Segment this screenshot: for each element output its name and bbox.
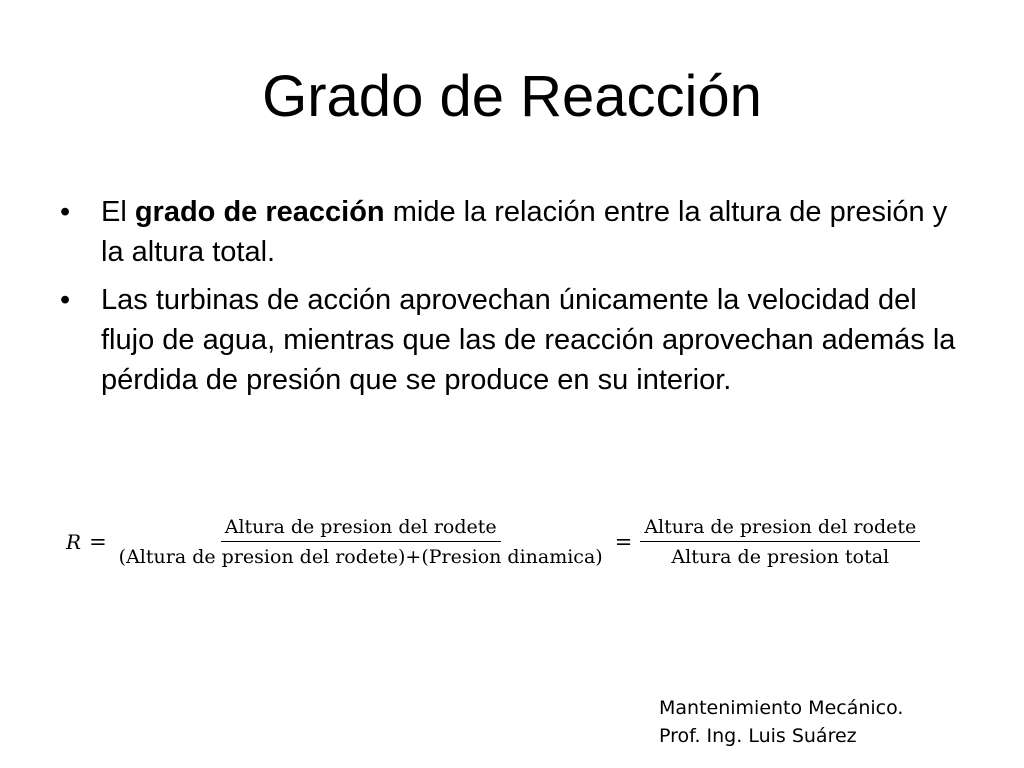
slide-footer — [659, 694, 903, 750]
bullet-text-prefix: El — [101, 196, 135, 228]
formula-lhs: R — [66, 530, 82, 554]
bullet-list — [58, 192, 968, 408]
fraction-1-numerator: Altura de presion del rodete — [221, 516, 501, 542]
formula-fraction-1 — [115, 516, 607, 568]
bullet-marker: • — [60, 284, 71, 316]
bullet-item — [58, 280, 968, 400]
fraction-1-denominator: (Altura de presion del rodete)+(Presion dinamica) — [118, 546, 603, 568]
bullet-text-bold: grado de reacción — [134, 196, 385, 228]
reaction-degree-formula — [66, 507, 920, 577]
formula-fraction-2 — [640, 516, 920, 568]
bullet-item — [58, 192, 968, 272]
bullet-text-suffix: mide la relación entre la altura de presión y la altura total. — [101, 196, 948, 268]
slide-title: Grado de Reacción — [262, 64, 762, 129]
bullet-marker: • — [60, 196, 71, 228]
formula-equals: = — [89, 530, 107, 554]
formula-equals: = — [614, 530, 633, 554]
fraction-2-denominator: Altura de presion total — [671, 546, 890, 568]
footer-course: Mantenimiento Mecánico. — [659, 697, 904, 719]
bullet-text: Las turbinas de acción aprovechan únicamente la velocidad del flujo de agua, mientras que las de reacción aprovechan además la pérdida de presión que se produce en su interior. — [101, 284, 956, 396]
footer-author: Prof. Ing. Luis Suárez — [659, 725, 857, 747]
fraction-2-numerator: Altura de presion del rodete — [640, 516, 920, 542]
